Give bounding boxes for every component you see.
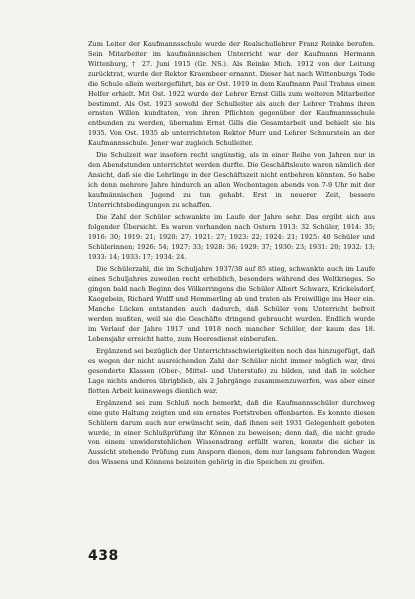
page-body [88,40,375,468]
paragraph-5: Ergänzend sei bezüglich der Unterrichtsschwierigkeiten noch das hinzugefügt, daß es wegen der nicht ausreichenden Zahl der Schüler nicht immer möglich war, drei gesonderte Klassen (Ober-, Mittel- und Unterstufe) zu bilden, und daß in solcher Lage nichts anderes übrigblieb, als 2 Jahrgänge zusammenzuwerfen, was aber einer flotten Arbeit keineswegs dienlich war. [88,346,375,395]
page-number: 438 [88,548,119,564]
paragraph-3: Die Zahl der Schüler schwankte im Laufe der Jahre sehr. Das ergibt sich aus folgender Übersicht. Es waren vorhanden nach Ostern 1913: 32 Schüler, 1914: 35; 1916: 30; 1919: 21; 1920: 27; 1921: 27; 1923: 22; 1924: 21; 1925: 40 Schüler und Schülerinnen; 1926: 54; 1927: 33; 1928: 36; 1929: 37; 1930: 23; 1931: 20; 1932: 13; 1933: 14; 1933: 17; 1934: 24. [88,213,375,261]
paragraph-1: Zum Leiter der Kaufmannsschule wurde der Realschullehrer Franz Reinke berufen. Sein Mitarbeiter im kaufmännischen Unterricht war der Kaufmann Hermann Wittenburg, † 27. Juni 1915 (Gr. NS.). Als Reinke Mich. 1912 von der Leitung zurücktrat, wurde der Rektor Kraembeer ernannt. Dieser hat nach Wittenburgs Tode die Schule allein weitergeführt, bis er Ost. 1919 in dem Kaufmann Paul Trahms einen Helfer erhielt. Mit Ost. 1922 wurde der Lehrer Ernst Gills zum weiteren Mitarbeiter bestimmt. Als Ost. 1923 sowohl der Schulleiter als auch der Lehrer Trahms ihren ernsten Willen kundtaten, von ihren Pflichten gegenüber der Kaufmannsschule entbunden zu werden, übernahm Ernst Gills die Gesamtarbeit und behielt sie bis 1935. Von Ost. 1935 ab unterrichteten Rektor Murr und Lehrer Schnurstein an der Kaufmannsschule. Jener war zugleich Schulleiter. [88,40,375,148]
paragraph-6: Ergänzend sei zum Schluß noch bemerkt, daß die Kaufmannsschüler durchweg eine gute Haltung zeigten und ein ernstes Fortstreben offenbarten. Es konnte diesen Schülern darum auch nur erwünscht sein, daß ihnen seit 1931 Gelegenheit geboten wurde, in einer Schlußprüfung ihr Können zu beweisen; denn daß, die nicht grade von einem unwiderstehlichen Wissensdrang erfüllt waren, konnte die sicher in Aussicht stehende Prüfung zum Ansporn dienen, dem nur langsam fahrenden Wagen des Wissens und Könnens beizeiten gehörig in die Speichen zu greifen. [88,398,375,467]
paragraph-4: Die Schülerzahl, die im Schuljahre 1937/38 auf 85 stieg, schwankte auch im Laufe eines Schuljahres zuweilen recht erheblich, besonders während des Weltkrieges. So gingen bald nach Beginn des Völkerringens die Schüler Albert Schwarz, Krickelsdorf, Kaegebein, Richard Wulff und Hemmerling ab und traten als Freiwillige ins Heer ein. Manche Lücken entstanden auch dadurch, daß Schüler vom Unterricht befreit werden mußten, weil sie die Geschäfte dringend gebraucht wurden. Endlich wurde im Verlauf der Jahre 1917 und 1918 noch mancher Schüler, der kaum das 18. Lebensjahr erreicht hatte, zum Heeresdienst einberufen. [88,265,375,343]
paragraph-2: Die Schulzeit war insofern recht ungünstig, als in einer Reihe von Jahren nur in den Abendstunden unterrichtet werden durfte. Die Geschäftsleute waren nämlich der Ansicht, daß sie die Lehrlinge in der Geschäftszeit nicht entbehren könnten. So habe ich denn mehrere Jahre hindurch an allen Wochentagen abends von 7-9 Uhr mit der kaufmännischen Jugend zu tun gehabt. Erst in neuerer Zeit, bessere Unterrichtsbedingungen zu schaffen. [88,151,375,210]
